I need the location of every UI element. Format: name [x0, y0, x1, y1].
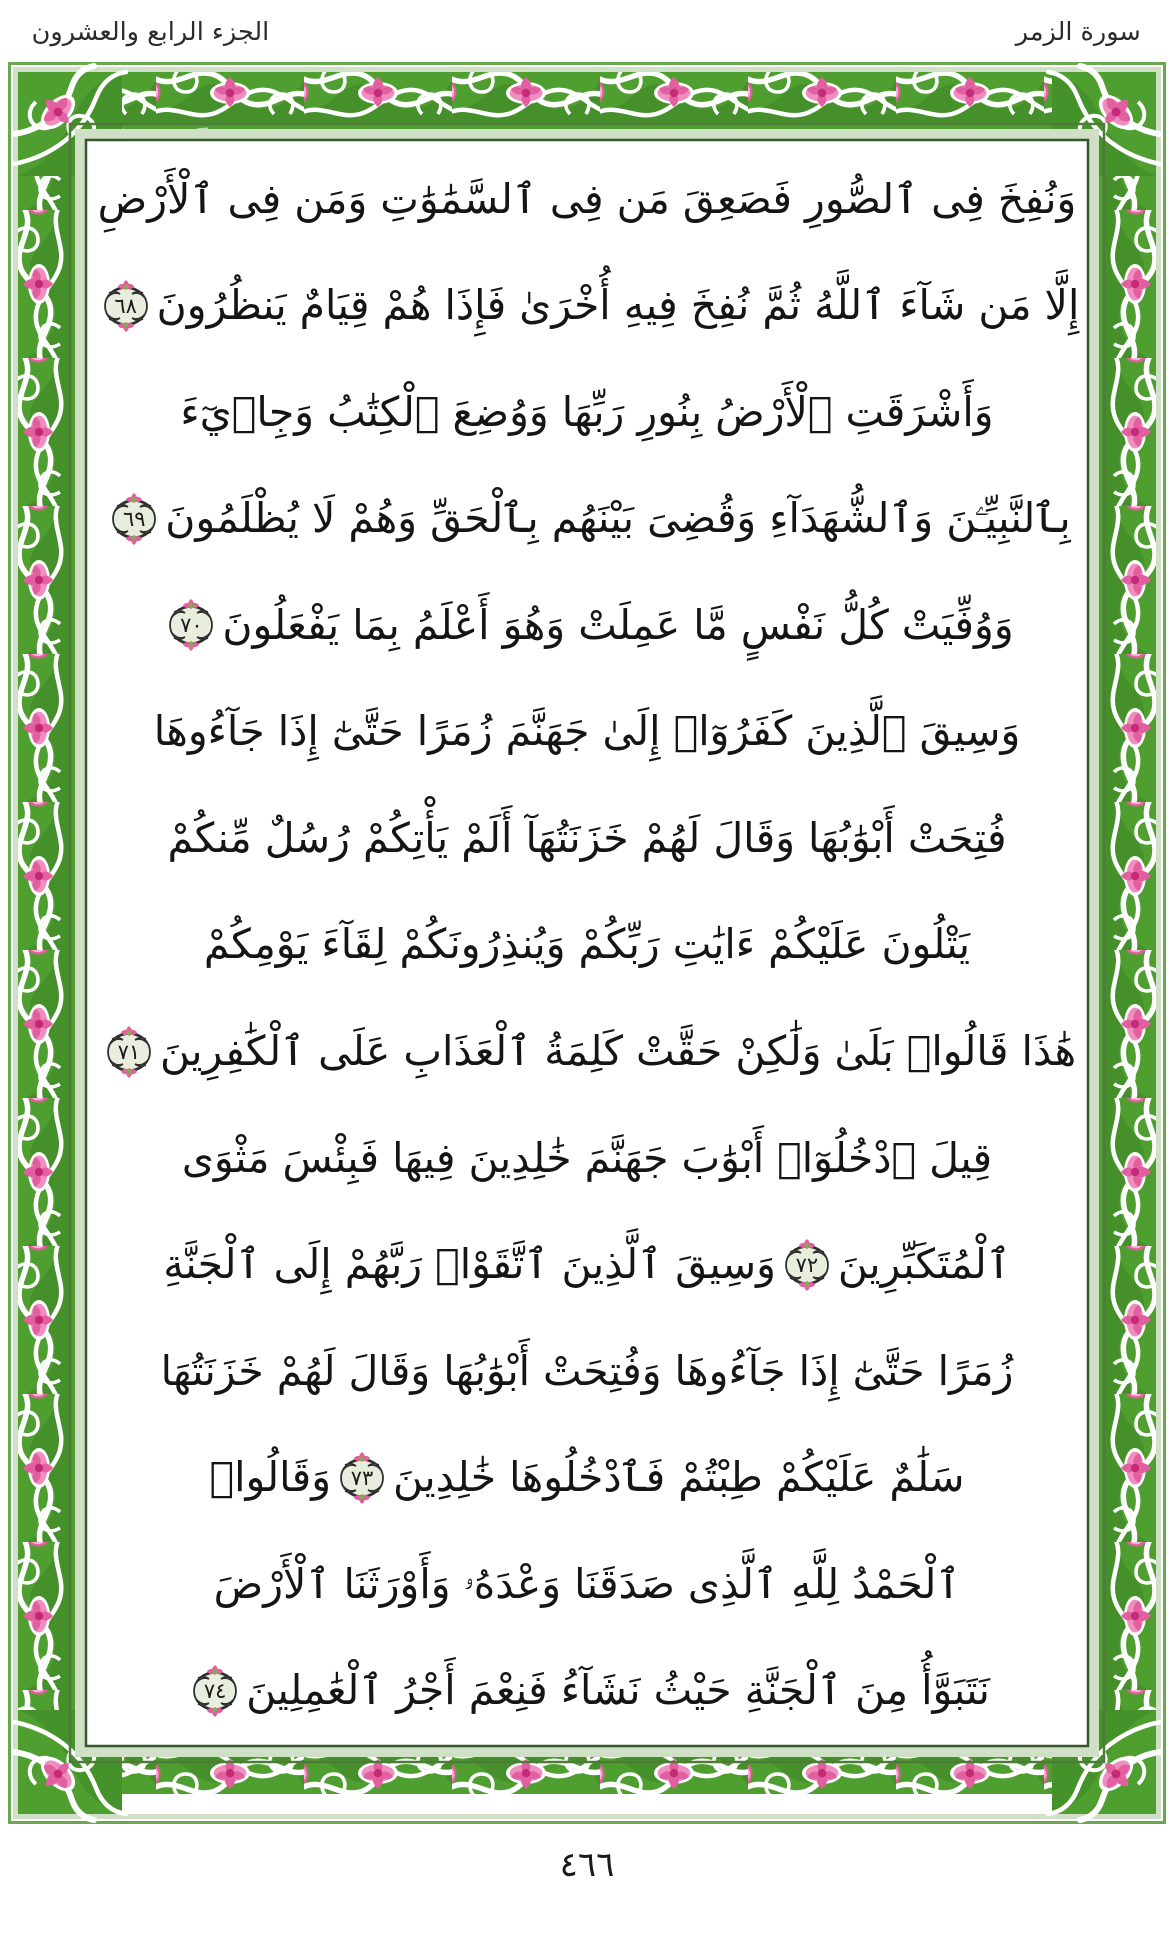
quran-line-text: يَتْلُونَ عَلَيْكُمْ ءَايَٰتِ رَبِّكُمْ وَيُنذِرُونَكُمْ لِقَآءَ يَوْمِكُمْ — [203, 920, 971, 969]
quran-line — [86, 363, 1088, 461]
ayah-marker-71[interactable] — [102, 1024, 156, 1080]
ayah-marker-70[interactable] — [164, 597, 218, 653]
page-number: ٤٦٦ — [559, 1845, 615, 1885]
quran-line — [86, 1322, 1088, 1420]
ayah-marker-69[interactable] — [107, 491, 161, 547]
quran-line — [86, 150, 1088, 248]
quran-line-text: وَسِيقَ ٱلَّذِينَ كَفَرُوٓا۟ إِلَىٰ جَهَنَّمَ زُمَرًا حَتَّىٰٓ إِذَا جَآءُوهَا — [153, 707, 1021, 756]
quran-line-text: إِلَّا مَن شَآءَ ٱللَّهُ ثُمَّ نُفِخَ فِيهِ أُخْرَىٰ فَإِذَا هُمْ قِيَامٌ يَنظُرُونَ — [156, 281, 1080, 330]
quran-line — [86, 1642, 1088, 1740]
ayah-number: ٧١ — [117, 1039, 141, 1064]
quran-line — [86, 683, 1088, 781]
ayah-marker-72[interactable] — [780, 1237, 834, 1293]
ayah-marker-74[interactable] — [188, 1663, 242, 1719]
quran-line — [86, 1109, 1088, 1207]
ayah-number: ٦٨ — [114, 293, 137, 318]
page-header — [0, 0, 1174, 62]
quran-line — [86, 896, 1088, 994]
quran-line — [86, 789, 1088, 887]
quran-line-text: وَوُفِّيَتْ كُلُّ نَفْسٍ مَّا عَمِلَتْ وَهُوَ أَعْلَمُ بِمَا يَفْعَلُونَ — [222, 600, 1014, 649]
quran-line-text: فُتِحَتْ أَبْوَٰبُهَا وَقَالَ لَهُمْ خَزَنَتُهَآ أَلَمْ يَأْتِكُمْ رُسُلٌ مِّنكُمْ — [167, 813, 1007, 862]
surah-name-label: سورة الزمر — [1016, 16, 1142, 46]
quran-line-text: نَتَبَوَّأُ مِنَ ٱلْجَنَّةِ حَيْثُ نَشَآءُ فَنِعْمَ أَجْرُ ٱلْعَٰمِلِينَ — [246, 1666, 990, 1715]
quran-line-text: وَنُفِخَ فِى ٱلصُّورِ فَصَعِقَ مَن فِى ٱلسَّمَٰوَٰتِ وَمَن فِى ٱلْأَرْضِ — [97, 174, 1077, 223]
ayah-marker-73[interactable] — [335, 1450, 389, 1506]
ayah-marker-68[interactable] — [99, 278, 153, 334]
juz-name-label: الجزء الرابع والعشرون — [31, 16, 270, 46]
quran-line-text: بِٱلنَّبِيِّـۧنَ وَٱلشُّهَدَآءِ وَقُضِىَ بَيْنَهُم بِٱلْحَقِّ وَهُمْ لَا يُظْلَمُونَ — [165, 494, 1071, 543]
quran-line — [86, 470, 1088, 568]
quran-line-text-after: وَقَالُوا۟ — [209, 1453, 332, 1502]
quran-line — [86, 576, 1088, 674]
quran-line-text-before: سَلَٰمٌ عَلَيْكُمْ طِبْتُمْ فَٱدْخُلُوهَا خَٰلِدِينَ — [393, 1453, 965, 1502]
ayah-number: ٧٣ — [350, 1465, 374, 1490]
quran-line — [86, 1216, 1088, 1314]
quran-line — [86, 257, 1088, 355]
quran-line-text: هَٰذَا قَالُوا۟ بَلَىٰ وَلَٰكِنْ حَقَّتْ كَلِمَةُ ٱلْعَذَابِ عَلَى ٱلْكَٰفِرِينَ — [159, 1027, 1077, 1075]
quran-line-text-before: ٱلْمُتَكَبِّرِينَ — [837, 1240, 1011, 1289]
quran-line-text-after: وَسِيقَ ٱلَّذِينَ ٱتَّقَوْا۟ رَبَّهُمْ إِلَى ٱلْجَنَّةِ — [163, 1240, 776, 1289]
quran-line — [86, 1003, 1088, 1101]
ayah-number: ٧٠ — [180, 613, 203, 638]
quran-line-text: ٱلْحَمْدُ لِلَّهِ ٱلَّذِى صَدَقَنَا وَعْدَهُۥ وَأَوْرَثَنَا ٱلْأَرْضَ — [213, 1559, 961, 1608]
quran-line-text: وَأَشْرَقَتِ ٱلْأَرْضُ بِنُورِ رَبِّهَا وَوُضِعَ ٱلْكِتَٰبُ وَجِا۟يٓءَ — [180, 387, 994, 436]
ayah-number: ٦٩ — [123, 506, 146, 531]
quran-text-block — [86, 150, 1088, 1740]
ayah-number: ٧٤ — [203, 1678, 227, 1703]
quran-line — [86, 1535, 1088, 1633]
ayah-number: ٧٢ — [795, 1252, 819, 1277]
quran-line-text: زُمَرًا حَتَّىٰٓ إِذَا جَآءُوهَا وَفُتِحَتْ أَبْوَٰبُهَا وَقَالَ لَهُمْ خَزَنَتُهَا — [160, 1346, 1014, 1395]
quran-line — [86, 1429, 1088, 1527]
quran-line-text: قِيلَ ٱدْخُلُوٓا۟ أَبْوَٰبَ جَهَنَّمَ خَٰلِدِينَ فِيهَا فَبِئْسَ مَثْوَى — [181, 1133, 993, 1182]
